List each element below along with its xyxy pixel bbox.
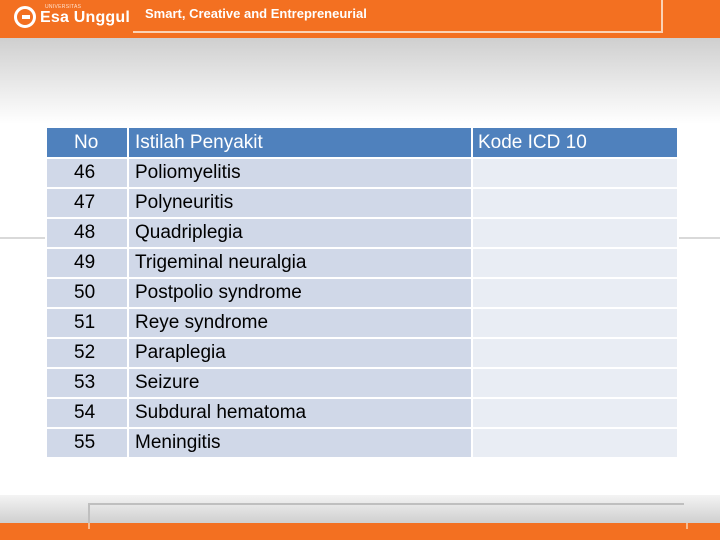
divider-right	[676, 237, 720, 239]
row-icd-code	[472, 338, 678, 368]
row-icd-code	[472, 218, 678, 248]
row-number: 55	[46, 428, 128, 458]
logo-icon	[14, 6, 36, 28]
footer-bar-frame	[88, 523, 688, 529]
row-disease-name: Meningitis	[128, 428, 472, 458]
row-disease-name: Polyneuritis	[128, 188, 472, 218]
header-kode-icd: Kode ICD 10	[472, 127, 678, 158]
table-row	[46, 368, 678, 398]
row-number: 49	[46, 248, 128, 278]
row-icd-code	[472, 368, 678, 398]
row-icd-code	[472, 428, 678, 458]
row-icd-code	[472, 188, 678, 218]
row-disease-name: Postpolio syndrome	[128, 278, 472, 308]
table-row	[46, 428, 678, 458]
row-number: 47	[46, 188, 128, 218]
table-row	[46, 248, 678, 278]
table-row	[46, 278, 678, 308]
row-icd-code	[472, 308, 678, 338]
header-bar	[0, 0, 720, 38]
row-icd-code	[472, 278, 678, 308]
row-disease-name: Seizure	[128, 368, 472, 398]
row-number: 52	[46, 338, 128, 368]
table-row	[46, 218, 678, 248]
row-disease-name: Reye syndrome	[128, 308, 472, 338]
row-number: 46	[46, 158, 128, 188]
divider-left	[0, 237, 46, 239]
table-row	[46, 158, 678, 188]
row-number: 50	[46, 278, 128, 308]
row-disease-name: Quadriplegia	[128, 218, 472, 248]
logo	[0, 0, 130, 40]
footer-frame	[88, 503, 684, 523]
row-icd-code	[472, 158, 678, 188]
header-istilah-penyakit: Istilah Penyakit	[128, 127, 472, 158]
row-number: 48	[46, 218, 128, 248]
logo-subtitle: UNIVERSITAS	[45, 4, 82, 10]
header-no: No	[46, 127, 128, 158]
row-disease-name: Trigeminal neuralgia	[128, 248, 472, 278]
table-row	[46, 188, 678, 218]
table-row	[46, 338, 678, 368]
row-disease-name: Paraplegia	[128, 338, 472, 368]
row-icd-code	[472, 248, 678, 278]
row-number: 51	[46, 308, 128, 338]
row-icd-code	[472, 398, 678, 428]
logo-text: Esa Unggul	[40, 9, 131, 26]
row-disease-name: Poliomyelitis	[128, 158, 472, 188]
row-disease-name: Subdural hematoma	[128, 398, 472, 428]
header-gradient-band	[0, 38, 720, 124]
row-number: 53	[46, 368, 128, 398]
table-header-row	[46, 127, 678, 158]
table-row	[46, 308, 678, 338]
icd-table	[45, 126, 679, 459]
table-row	[46, 398, 678, 428]
tagline: Smart, Creative and Entrepreneurial	[145, 6, 367, 21]
row-number: 54	[46, 398, 128, 428]
